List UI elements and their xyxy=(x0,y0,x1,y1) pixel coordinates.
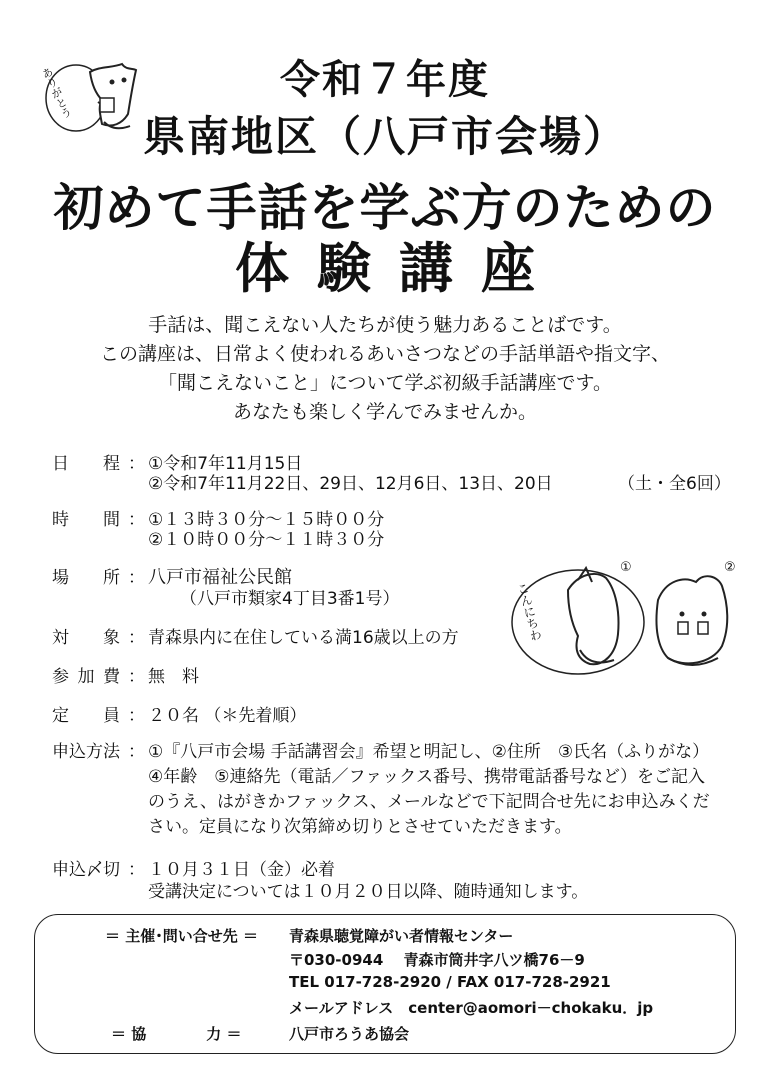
fee-row xyxy=(0,665,500,691)
capacity-row xyxy=(0,704,500,730)
mascot-konnichiwa-icon xyxy=(508,560,744,678)
place-line-1: 八戸市福祉公民館 xyxy=(148,567,292,588)
apply-label: 申込方法 ： xyxy=(52,742,145,762)
apply-line-4: さい。定員になり次第締め切りとさせていただきます。 xyxy=(148,817,572,837)
time-line-1: ①１３時３０分～１５時００分 xyxy=(148,510,385,530)
badge-konnichiwa-text: こんにちわ xyxy=(514,581,544,643)
capacity-label: 定 員 ： xyxy=(52,706,145,726)
deadline-row xyxy=(0,858,770,908)
time-label: 時 間 ： xyxy=(52,510,145,530)
contact-box xyxy=(34,914,736,1054)
apply-row xyxy=(0,740,770,850)
place-label: 場 所 ： xyxy=(52,568,145,588)
sub-title: 体験講座 xyxy=(235,237,563,300)
schedule-row xyxy=(0,452,770,502)
apply-line-1: ①『八戸市会場 手話講習会』希望と明記し、②住所 ③氏名（ふりがな） xyxy=(148,742,710,762)
time-row xyxy=(0,508,770,558)
deadline-label: 申込〆切 ： xyxy=(52,860,145,880)
fee-value: 無 料 xyxy=(148,667,199,687)
intro-line: この講座は、日常よく使われるあいさつなどの手話単語や指文字、 xyxy=(99,343,670,365)
organizer-label: ＝ 主催･問い合せ先 ＝ xyxy=(105,927,258,945)
target-value: 青森県内に在住している満16歳以上の方 xyxy=(148,628,459,648)
badge-number-1: ① xyxy=(620,560,632,575)
deadline-line-1: １０月３１日（金）必着 xyxy=(148,860,335,880)
capacity-value: ２０名 （＊先着順） xyxy=(148,706,307,726)
apply-line-2: ④年齢 ⑤連絡先（電話／ファックス番号、携帯電話番号など）をご記入 xyxy=(148,767,705,787)
deadline-line-2: 受講決定については１０月２０日以降、随時通知します。 xyxy=(148,882,589,902)
main-title: 初めて手話を学ぶ方のための xyxy=(53,179,717,237)
place-line-2: （八戸市類家4丁目3番1号） xyxy=(180,589,400,609)
target-label: 対 象 ： xyxy=(52,628,145,648)
schedule-line-2: ②令和7年11月22日、29日、12月6日、13日、20日 xyxy=(148,474,553,494)
schedule-line-1: ①令和7年11月15日 xyxy=(148,454,303,474)
tel-fax: TEL 017-728-2920 / FAX 017-728-2921 xyxy=(289,973,611,991)
badge-arigatou-text: ありがとう xyxy=(38,65,74,121)
fee-label: 参加費 ： xyxy=(52,667,145,687)
area-title: 県南地区（八戸市会場） xyxy=(142,112,627,161)
intro-line: 手話は、聞こえない人たちが使う魅力あることばです。 xyxy=(148,314,622,336)
badge-number-2: ② xyxy=(724,560,736,575)
schedule-note: （土・全6回） xyxy=(618,474,731,494)
intro-line: あなたも楽しく学んでみませんか。 xyxy=(232,401,537,423)
badge-konnichiwa xyxy=(508,560,744,678)
organizer-name: 青森県聴覚障がい者情報センター xyxy=(289,927,514,945)
target-row xyxy=(0,626,500,652)
schedule-label: 日 程 ： xyxy=(52,454,145,474)
coop-label: ＝ 協 力 ＝ xyxy=(111,1025,242,1043)
year-title: 令和７年度 xyxy=(280,57,490,103)
intro-line: 「聞こえないこと」について学ぶ初級手話講座です。 xyxy=(157,372,613,394)
coop-name: 八戸市ろうあ協会 xyxy=(289,1025,410,1043)
place-row xyxy=(0,566,500,616)
time-line-2: ②１０時００分～１１時３０分 xyxy=(148,530,385,550)
postal-address: 〒030-0944 青森市筒井字八ツ橋76－9 xyxy=(289,951,585,969)
email-address: メールアドレス center@aomori－chokaku．jp xyxy=(289,999,654,1017)
apply-line-3: のうえ、はがきかファックス、メールなどで下記問合せ先にお申込みくだ xyxy=(148,792,710,812)
